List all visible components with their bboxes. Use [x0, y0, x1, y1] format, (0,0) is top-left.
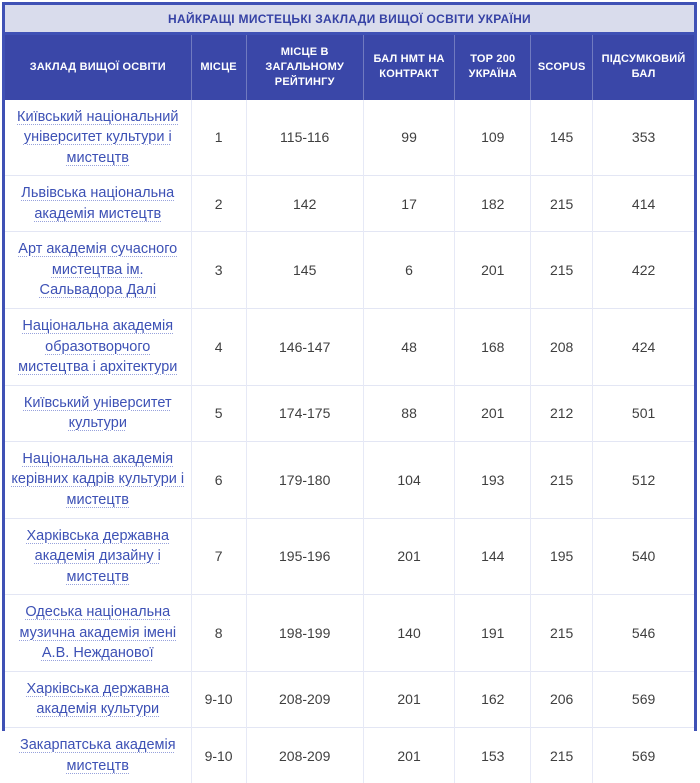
institution-link[interactable]: Київський університет культури [23, 394, 172, 432]
scopus-cell: 215 [531, 232, 593, 309]
table-body [5, 100, 694, 783]
overall-rank-cell: 146-147 [246, 309, 363, 386]
scopus-cell: 215 [531, 441, 593, 518]
nmt-score-cell: 88 [363, 385, 455, 441]
overall-rank-cell: 115-116 [246, 100, 363, 176]
overall-rank-cell: 179-180 [246, 441, 363, 518]
overall-rank-cell: 174-175 [246, 385, 363, 441]
overall-rank-cell: 208-209 [246, 728, 363, 783]
overall-rank-cell: 208-209 [246, 671, 363, 727]
place-cell: 9-10 [191, 671, 246, 727]
top200-cell: 182 [455, 176, 531, 232]
nmt-score-cell: 201 [363, 728, 455, 783]
column-header-scopus: SCOPUS [531, 35, 593, 100]
nmt-score-cell: 140 [363, 595, 455, 672]
top200-cell: 168 [455, 309, 531, 386]
top200-cell: 191 [455, 595, 531, 672]
place-cell: 6 [191, 441, 246, 518]
scopus-cell: 208 [531, 309, 593, 386]
nmt-score-cell: 99 [363, 100, 455, 176]
total-score-cell: 569 [593, 671, 694, 727]
total-score-cell: 569 [593, 728, 694, 783]
table-row [5, 176, 694, 232]
place-cell: 7 [191, 518, 246, 595]
overall-rank-cell: 195-196 [246, 518, 363, 595]
scopus-cell: 206 [531, 671, 593, 727]
table-row [5, 671, 694, 727]
total-score-cell: 414 [593, 176, 694, 232]
table-row [5, 595, 694, 672]
scopus-cell: 212 [531, 385, 593, 441]
table-title: НАЙКРАЩІ МИСТЕЦЬКІ ЗАКЛАДИ ВИЩОЇ ОСВІТИ УКРАЇНИ [5, 5, 694, 35]
header-row [5, 35, 694, 100]
top200-cell: 201 [455, 385, 531, 441]
total-score-cell: 512 [593, 441, 694, 518]
ranking-table-frame [2, 2, 697, 774]
nmt-score-cell: 17 [363, 176, 455, 232]
institution-link[interactable]: Національна академія образотворчого мистецтва і архітектури [18, 318, 178, 376]
total-score-cell: 546 [593, 595, 694, 672]
column-header-overall-rank: МІСЦЕ В ЗАГАЛЬНОМУ РЕЙТИНГУ [246, 35, 363, 100]
column-header-total-score: ПІДСУМКОВИЙ БАЛ [593, 35, 694, 100]
top200-cell: 201 [455, 232, 531, 309]
scopus-cell: 145 [531, 100, 593, 176]
place-cell: 4 [191, 309, 246, 386]
column-header-place: МІСЦЕ [191, 35, 246, 100]
scopus-cell: 215 [531, 728, 593, 783]
place-cell: 9-10 [191, 728, 246, 783]
institution-link[interactable]: Закарпатська академія мистецтв [19, 737, 176, 774]
institution-cell [5, 595, 191, 672]
institution-cell [5, 441, 191, 518]
nmt-score-cell: 104 [363, 441, 455, 518]
column-header-institution: ЗАКЛАД ВИЩОЇ ОСВІТИ [5, 35, 191, 100]
nmt-score-cell: 201 [363, 518, 455, 595]
ranking-table [5, 35, 694, 783]
institution-cell [5, 232, 191, 309]
institution-cell [5, 309, 191, 386]
nmt-score-cell: 48 [363, 309, 455, 386]
nmt-score-cell: 201 [363, 671, 455, 727]
column-header-nmt-score: БАЛ НМТ НА КОНТРАКТ [363, 35, 455, 100]
table-row [5, 232, 694, 309]
institution-link[interactable]: Київський національний університет культури і мистецтв [17, 108, 179, 166]
place-cell: 8 [191, 595, 246, 672]
table-row [5, 441, 694, 518]
place-cell: 3 [191, 232, 246, 309]
institution-link[interactable]: Харківська державна академія дизайну і мистецтв [26, 527, 170, 585]
institution-cell [5, 671, 191, 727]
table-header [5, 35, 694, 100]
institution-cell [5, 518, 191, 595]
nmt-score-cell: 6 [363, 232, 455, 309]
overall-rank-cell: 145 [246, 232, 363, 309]
institution-cell [5, 728, 191, 783]
total-score-cell: 501 [593, 385, 694, 441]
table-row [5, 518, 694, 595]
scopus-cell: 195 [531, 518, 593, 595]
table-row [5, 728, 694, 783]
institution-cell [5, 100, 191, 176]
scopus-cell: 215 [531, 176, 593, 232]
top200-cell: 193 [455, 441, 531, 518]
institution-link[interactable]: Арт академія сучасного мистецтва ім. Сальвадора Далі [18, 241, 178, 299]
overall-rank-cell: 142 [246, 176, 363, 232]
top200-cell: 109 [455, 100, 531, 176]
institution-link[interactable]: Львівська національна академія мистецтв [21, 185, 175, 222]
top200-cell: 162 [455, 671, 531, 727]
institution-cell [5, 176, 191, 232]
place-cell: 1 [191, 100, 246, 176]
institution-link[interactable]: Одеська національна музична академія імені А.В. Нежданової [19, 604, 177, 662]
place-cell: 5 [191, 385, 246, 441]
table-row [5, 100, 694, 176]
total-score-cell: 424 [593, 309, 694, 386]
total-score-cell: 353 [593, 100, 694, 176]
total-score-cell: 540 [593, 518, 694, 595]
table-row [5, 385, 694, 441]
column-header-top200: ТОР 200 УКРАЇНА [455, 35, 531, 100]
top200-cell: 144 [455, 518, 531, 595]
overall-rank-cell: 198-199 [246, 595, 363, 672]
table-row [5, 309, 694, 386]
scopus-cell: 215 [531, 595, 593, 672]
institution-cell [5, 385, 191, 441]
institution-link[interactable]: Харківська державна академія культури [26, 680, 170, 718]
place-cell: 2 [191, 176, 246, 232]
total-score-cell: 422 [593, 232, 694, 309]
institution-link[interactable]: Національна академія керівних кадрів культури і мистецтв [11, 450, 185, 508]
top200-cell: 153 [455, 728, 531, 783]
